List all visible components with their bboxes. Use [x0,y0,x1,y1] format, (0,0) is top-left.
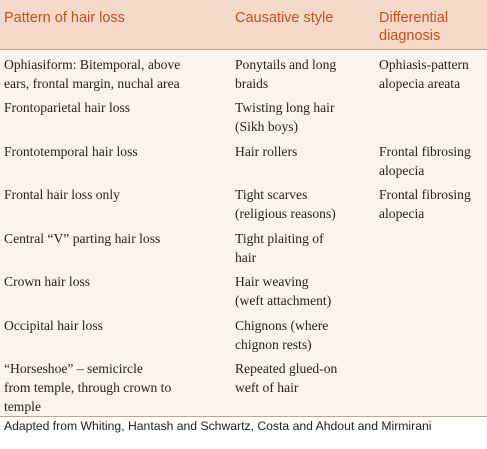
header-style: Causative style [235,10,334,26]
cell-pattern: “Horseshoe” – semicircle from temple, through crown to temple [4,361,172,414]
cell-diagnosis: Frontal fibrosing alopecia [379,144,471,178]
header-pattern: Pattern of hair loss [4,10,125,26]
cell-style: Hair rollers [235,144,298,159]
cell-style: Hair weaving (weft attachment) [235,274,332,308]
cell-pattern: Frontotemporal hair loss [4,144,138,159]
cell-diagnosis: Frontal fibrosing alopecia [379,187,471,221]
cell-style: Tight scarves (religious reasons) [235,187,336,221]
cell-style: Tight plaiting of hair [235,231,324,265]
cell-pattern: Frontoparietal hair loss [4,100,131,115]
cell-diagnosis: Ophiasis-pattern alopecia areata [379,57,469,91]
table-body [0,50,487,417]
table-header [0,0,487,50]
table-footnote: Adapted from Whiting, Hantash and Schwartz, Costa and Ahdout and Mirmirani [4,419,432,433]
cell-pattern: Central “V” parting hair loss [4,231,161,246]
cell-style: Repeated glued-on weft of hair [235,361,338,395]
header-diagnosis: Differential diagnosis [379,10,449,44]
cell-style: Ponytails and long braids [235,57,337,91]
cell-pattern: Ophiasiform: Bitemporal, above ears, frontal margin, nuchal area [4,57,181,91]
cell-pattern: Frontal hair loss only [4,187,120,202]
cell-pattern: Occipital hair loss [4,318,103,333]
cell-style: Chignons (where chignon rests) [235,318,329,352]
cell-pattern: Crown hair loss [4,274,91,289]
cell-style: Twisting long hair (Sikh boys) [235,100,335,134]
